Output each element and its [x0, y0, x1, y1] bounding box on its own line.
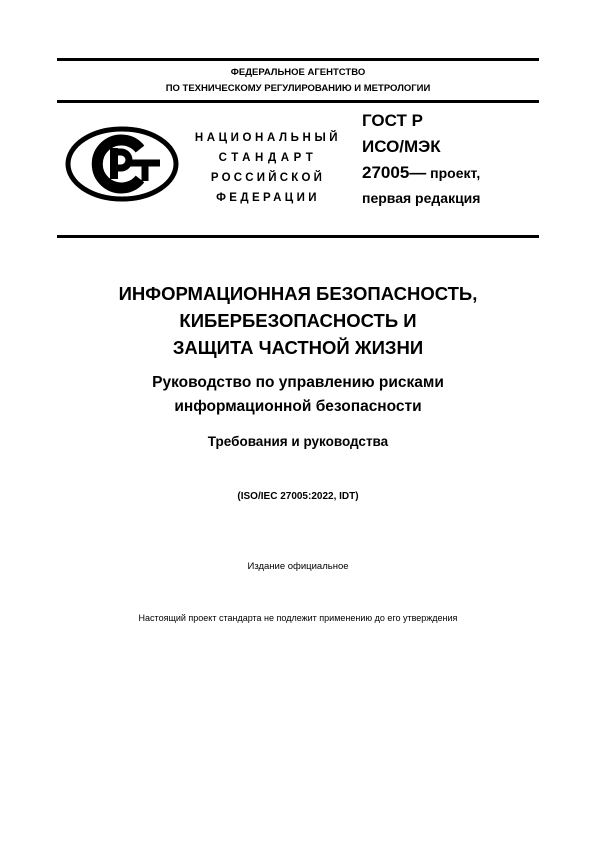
national-standard-line3: РОССИЙСКОЙ [210, 172, 326, 184]
designation-number-line [362, 162, 480, 184]
header-rule [57, 100, 539, 103]
edition-label: первая редакция [362, 190, 481, 206]
iso-reference: (ISO/IEC 27005:2022, IDT) [237, 491, 359, 502]
document-subtitle-line1: Руководство по управлению рисками [152, 374, 444, 391]
agency-name-line1: ФЕДЕРАЛЬНОЕ АГЕНТСТВО [230, 67, 366, 78]
rst-logo-icon [65, 126, 179, 202]
document-title-line3: ЗАЩИТА ЧАСТНОЙ ЖИЗНИ [172, 337, 424, 358]
draft-label: проект, [426, 165, 481, 181]
top-rule [57, 58, 539, 61]
draft-notice: Настоящий проект стандарта не подлежит применению до его утверждения [138, 613, 458, 623]
requirements-heading: Требования и руководства [207, 434, 389, 449]
document-subtitle-line2: информационной безопасности [174, 398, 422, 415]
national-standard-line1: НАЦИОНАЛЬНЫЙ [194, 132, 342, 144]
designation-line1: ГОСТ Р [362, 111, 423, 130]
national-standard-line2: СТАНДАРТ [218, 152, 318, 164]
edition-note: Издание официальное [247, 561, 349, 572]
designation-line2: ИСО/МЭК [362, 137, 441, 156]
header-bottom-rule [57, 235, 539, 238]
designation-dash: — [409, 163, 427, 182]
national-standard-line4: ФЕДЕРАЦИИ [216, 192, 320, 204]
document-title-line2: КИБЕРБЕЗОПАСНОСТЬ И [179, 310, 417, 331]
agency-name-line2: ПО ТЕХНИЧЕСКОМУ РЕГУЛИРОВАНИЮ И МЕТРОЛОГИИ [165, 83, 431, 94]
document-title-line1: ИНФОРМАЦИОННАЯ БЕЗОПАСНОСТЬ, [118, 283, 478, 304]
standard-number: 27005 [362, 163, 410, 182]
